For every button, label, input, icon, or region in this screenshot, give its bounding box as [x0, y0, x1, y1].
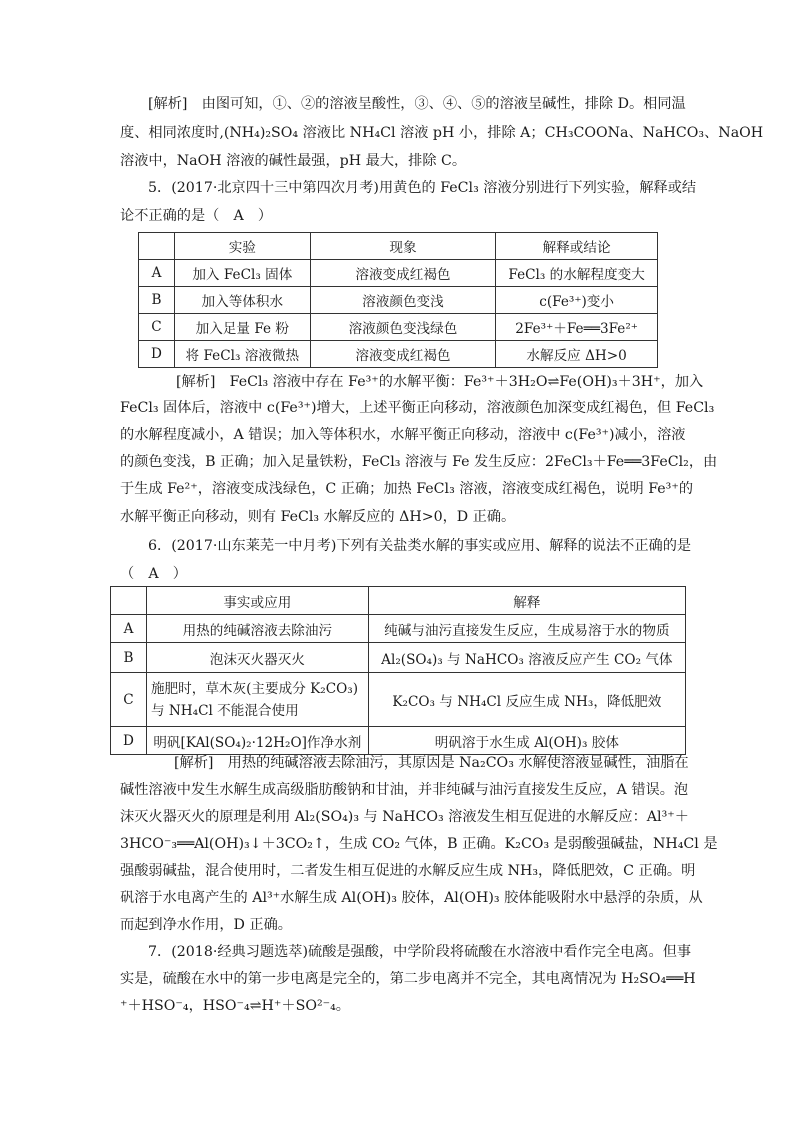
table-cell: 溶液变成红褐色	[310, 260, 496, 287]
table-cell: B	[111, 643, 147, 673]
table-cell: B	[139, 287, 175, 314]
table-row	[111, 615, 686, 643]
table-cell: Al₂(SO₄)₃ 与 NaHCO₃ 溶液反应产生 CO₂ 气体	[368, 643, 685, 673]
table-cell: c(Fe³⁺)变小	[496, 287, 658, 314]
table-cell: C	[111, 673, 147, 727]
analysis-line: [解析] 由图可知，①、②的溶液呈酸性，③、④、⑤的溶液呈碱性，排除 D。相同温	[148, 96, 686, 112]
table-row	[139, 314, 658, 341]
table-cell: 溶液颜色变浅绿色	[310, 314, 496, 341]
table-header: 解释或结论	[496, 233, 658, 260]
analysis-line: 强酸弱碱盐，混合使用时，二者发生相互促进的水解反应生成 NH₃，降低肥效，C 正确。明	[120, 863, 696, 879]
analysis-line: 碱性溶液中发生水解生成高级脂肪酸钠和甘油，并非纯碱与油污直接发生反应，A 错误。泡	[120, 782, 689, 798]
table-cell: A	[111, 615, 147, 643]
table-cell: 水解反应 ΔH>0	[496, 341, 658, 368]
analysis-line: [解析] 用热的纯碱溶液去除油污，其原因是 Na₂CO₃ 水解使溶液显碱性，油脂在	[174, 755, 689, 771]
analysis-line: 于生成 Fe²⁺，溶液变成浅绿色，C 正确；加热 FeCl₃ 溶液，溶液变成红褐色，说明 Fe³⁺的	[120, 481, 694, 497]
analysis-line: 矾溶于水电离产生的 Al³⁺水解生成 Al(OH)₃ 胶体，Al(OH)₃ 胶体能吸附水中悬浮的杂质，从	[120, 890, 703, 906]
analysis-line: [解析] FeCl₃ 溶液中存在 Fe³⁺的水解平衡：Fe³⁺＋3H₂O⇌Fe(OH)₃＋3H⁺，加入	[176, 374, 704, 390]
table-cell	[146, 673, 368, 727]
analysis-line: 的颜色变浅，B 正确；加入足量铁粉，FeCl₃ 溶液与 Fe 发生反应：2FeCl₃＋Fe══3FeCl₂，由	[120, 454, 718, 470]
table-cell: 将 FeCl₃ 溶液微热	[174, 341, 310, 368]
table-cell	[139, 233, 175, 260]
cell-line: 与 NH₄Cl 不能混合使用	[150, 702, 299, 719]
analysis-line: 度、相同浓度时,(NH₄)₂SO₄ 溶液比 NH₄Cl 溶液 pH 小，排除 A；CH₃COONa、NaHCO₃、NaOH	[120, 125, 764, 141]
table-row	[139, 287, 658, 314]
table-row	[111, 727, 686, 755]
analysis-line: 而起到净水作用，D 正确。	[120, 917, 292, 933]
question-5-stem: 5．(2017·北京四十三中第四次月考)用黄色的 FeCl₃ 溶液分别进行下列实验，解释或结	[148, 180, 697, 196]
analysis-line: FeCl₃ 固体后，溶液中 c(Fe³⁺)增大，上述平衡正向移动，溶液颜色加深变成红褐色，但 FeCl₃	[120, 400, 715, 416]
question-6-table	[110, 586, 686, 755]
table-cell: 加入 FeCl₃ 固体	[174, 260, 310, 287]
table-cell: 溶液变成红褐色	[310, 341, 496, 368]
table-cell: 用热的纯碱溶液去除油污	[146, 615, 368, 643]
table-header-row	[111, 587, 686, 615]
table-header: 现象	[310, 233, 496, 260]
table-row	[111, 673, 686, 727]
table-cell: K₂CO₃ 与 NH₄Cl 反应生成 NH₃，降低肥效	[368, 673, 685, 727]
table-cell: 加入足量 Fe 粉	[174, 314, 310, 341]
question-6-stem: （ A ）	[120, 566, 187, 582]
table-cell: 纯碱与油污直接发生反应，生成易溶于水的物质	[368, 615, 685, 643]
analysis-line: 水解平衡正向移动，则有 FeCl₃ 水解反应的 ΔH>0，D 正确。	[120, 509, 516, 525]
analysis-line: 沫灭火器灭火的原理是利用 Al₂(SO₄)₃ 与 NaHCO₃ 溶液发生相互促进的水解反应：Al³⁺＋	[120, 809, 689, 825]
analysis-line: 的水解程度减小，A 错误；加入等体积水，水解平衡正向移动，溶液中 c(Fe³⁺)减小，溶液	[120, 427, 686, 443]
question-5-stem: 论不正确的是（ A ）	[120, 208, 273, 224]
table-header-row	[139, 233, 658, 260]
cell-line: 施肥时，草木灰(主要成分 K₂CO₃)	[150, 680, 359, 697]
table-cell: D	[111, 727, 147, 755]
table-row	[139, 260, 658, 287]
table-cell: 明矾溶于水生成 Al(OH)₃ 胶体	[368, 727, 685, 755]
table-cell: D	[139, 341, 175, 368]
table-cell: 2Fe³⁺＋Fe══3Fe²⁺	[496, 314, 658, 341]
table-cell	[111, 587, 147, 615]
table-cell: A	[139, 260, 175, 287]
analysis-line: 3HCO⁻₃══Al(OH)₃↓＋3CO₂↑，生成 CO₂ 气体，B 正确。K₂CO₃ 是弱酸强碱盐，NH₄Cl 是	[120, 836, 718, 852]
question-6-stem: 6．(2017·山东莱芜一中月考)下列有关盐类水解的事实或应用、解释的说法不正确的是	[148, 538, 692, 554]
table-header: 事实或应用	[146, 587, 368, 615]
table-header: 实验	[174, 233, 310, 260]
table-row	[111, 643, 686, 673]
question-7-stem: 实是，硫酸在水中的第一步电离是完全的，第二步电离并不完全，其电离情况为 H₂SO₄══H	[120, 971, 696, 987]
table-cell: 明矾[KAl(SO₄)₂·12H₂O]作净水剂	[146, 727, 368, 755]
question-7-stem: 7．(2018·经典习题选萃)硫酸是强酸，中学阶段将硫酸在水溶液中看作完全电离。但事	[148, 944, 692, 960]
question-7-stem: ⁺＋HSO⁻₄，HSO⁻₄⇌H⁺＋SO²⁻₄。	[120, 998, 350, 1014]
analysis-line: 溶液中，NaOH 溶液的碱性最强，pH 最大，排除 C。	[120, 153, 467, 169]
table-cell: FeCl₃ 的水解程度变大	[496, 260, 658, 287]
table-cell: C	[139, 314, 175, 341]
question-5-table	[138, 232, 658, 368]
table-header: 解释	[368, 587, 685, 615]
table-cell: 溶液颜色变浅	[310, 287, 496, 314]
table-row	[139, 341, 658, 368]
table-cell: 泡沫灭火器灭火	[146, 643, 368, 673]
table-cell: 加入等体积水	[174, 287, 310, 314]
